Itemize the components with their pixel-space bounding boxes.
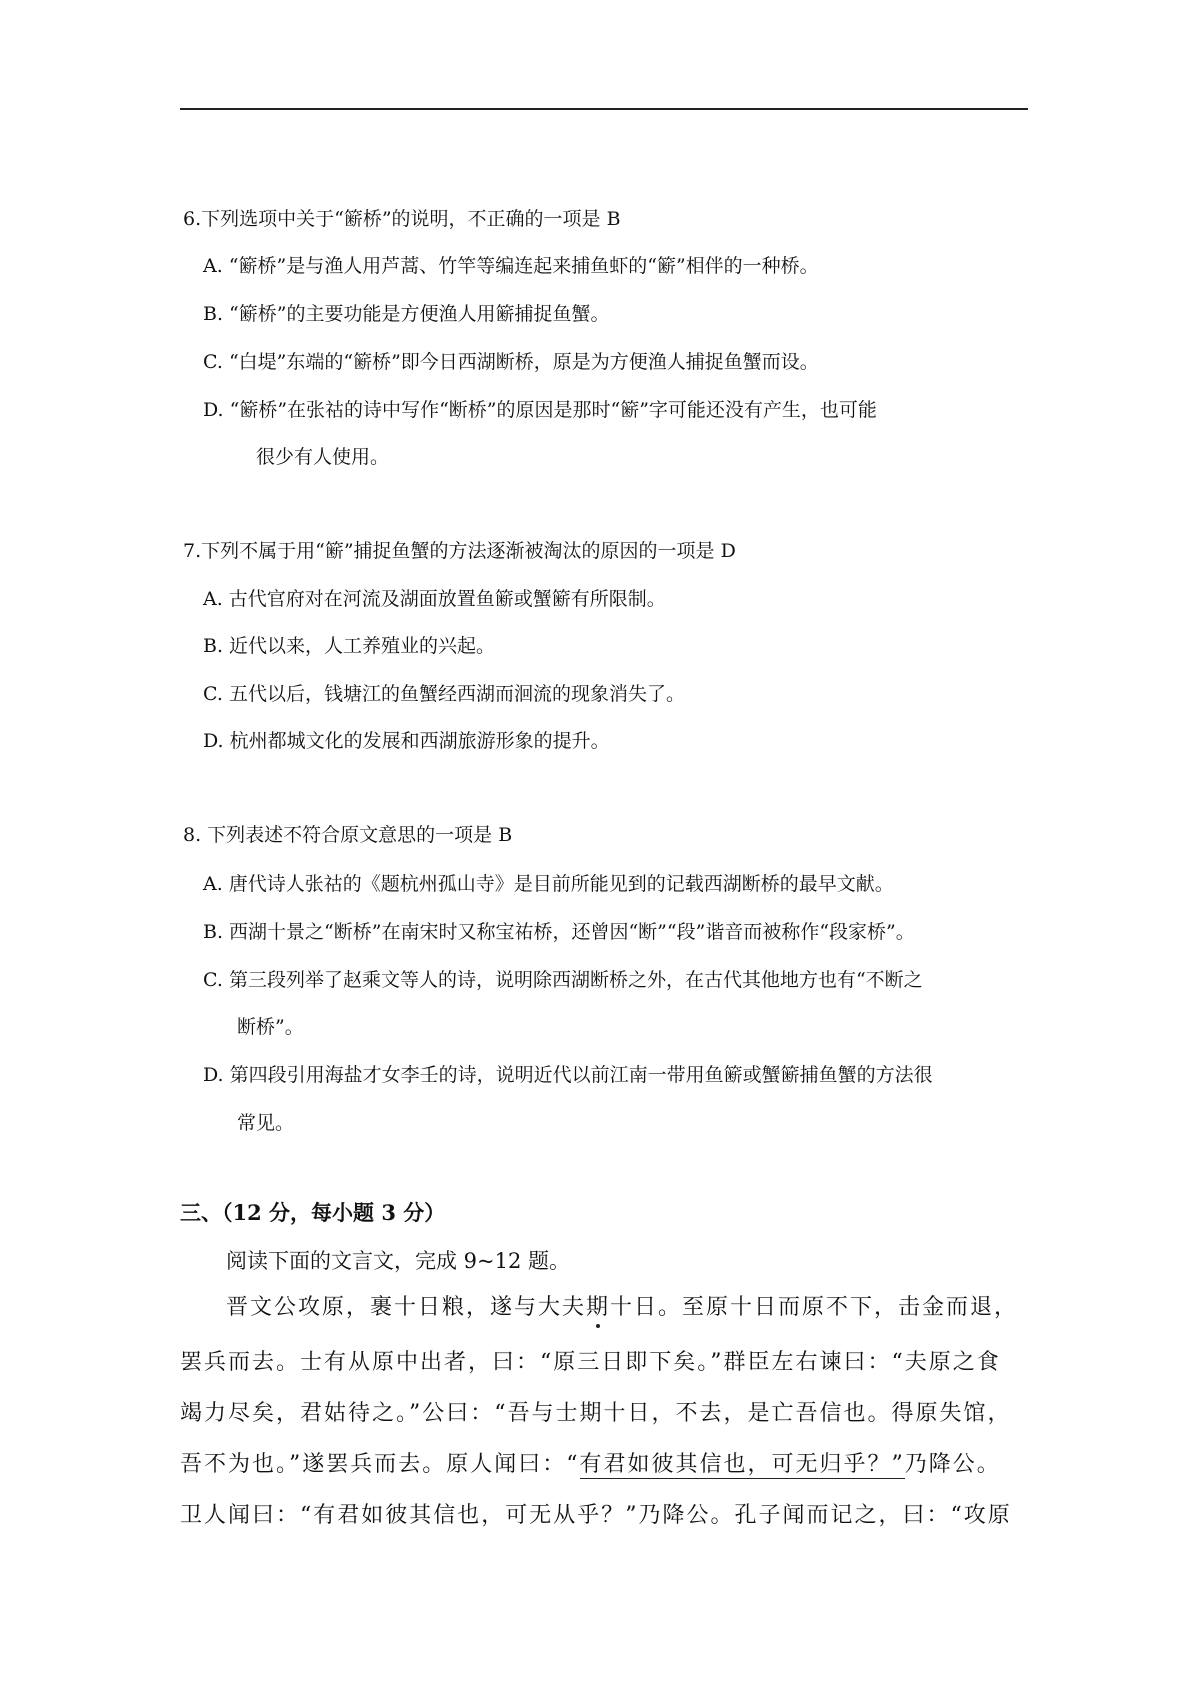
question-6-option-c: C. “白堤”东端的“簖桥”即今日西湖断桥，原是为方便渔人捕捉鱼蟹而设。 <box>203 351 819 373</box>
question-6-option-a: A. “簖桥”是与渔人用芦蒿、竹竿等编连起来捕鱼虾的“簖”相伴的一种桥。 <box>203 255 819 277</box>
question-8-option-c: C. 第三段列举了赵乘文等人的诗，说明除西湖断桥之外，在古代其他地方也有“不断之 <box>203 969 923 991</box>
section-3-heading: 三、（12 分，每小题 3 分） <box>180 1200 446 1225</box>
question-6-stem: 6.下列选项中关于“簖桥”的说明，不正确的一项是 B <box>183 208 621 230</box>
classical-text-line-2: 罢兵而去。士有从原中出者，曰：“原三日即下矣。”群臣左右谏曰：“夫原之食 <box>180 1350 1001 1375</box>
question-6-option-b: B. “簖桥”的主要功能是方便渔人用簖捕捉鱼蟹。 <box>203 303 610 325</box>
question-6-option-d-continued: 很少有人使用。 <box>256 446 390 468</box>
emphasis-dotted-character: 期 <box>586 1295 611 1320</box>
classical-text-line-1-part-a: 晋文公攻原，裹十日粮，遂与大夫 <box>226 1295 587 1320</box>
header-rule <box>180 108 1028 110</box>
question-7-option-d: D. 杭州都城文化的发展和西湖旅游形象的提升。 <box>203 730 610 752</box>
question-7-option-c: C. 五代以后，钱塘江的鱼蟹经西湖而洄流的现象消失了。 <box>203 683 685 705</box>
question-8-option-a: A. 唐代诗人张祜的《题杭州孤山寺》是目前所能见到的记载西湖断桥的最早文献。 <box>203 873 894 895</box>
question-8-option-b: B. 西湖十景之“断桥”在南宋时又称宝祐桥，还曾因“断”“段”谐音而被称作“段家桥”。 <box>203 921 915 943</box>
classical-text-line-3: 竭力尽矣，君姑待之。”公曰：“吾与士期十日，不去，是亡吾信也。得原失馆， <box>180 1401 1012 1426</box>
question-7-stem: 7.下列不属于用“簖”捕捉鱼蟹的方法逐渐被淘汰的原因的一项是 D <box>183 540 736 562</box>
question-8-option-d: D. 第四段引用海盐才女李壬的诗，说明近代以前江南一带用鱼簖或蟹簖捕鱼蟹的方法很 <box>203 1064 933 1086</box>
classical-text-line-5: 卫人闻曰：“有君如彼其信也，可无从乎？”乃降公。孔子闻而记之，曰：“攻原 <box>180 1503 1012 1528</box>
classical-text-line-4-part-a: 吾不为也。”遂罢兵而去。原人闻曰：“ <box>180 1452 580 1477</box>
section-3-instruction: 阅读下面的文言文，完成 9~12 题。 <box>226 1249 571 1273</box>
question-6-option-d: D. “簖桥”在张祜的诗中写作“断桥”的原因是那时“簖”字可能还没有产生，也可能 <box>203 399 877 421</box>
classical-text-line-4 <box>180 1453 1001 1477</box>
question-7-option-a: A. 古代官府对在河流及湖面放置鱼簖或蟹簖有所限制。 <box>203 588 666 610</box>
question-7-option-b: B. 近代以来，人工养殖业的兴起。 <box>203 635 496 657</box>
classical-text-line-1 <box>226 1296 1018 1320</box>
classical-text-line-1-part-b: 十日。至原十日而原不下，击金而退， <box>610 1295 1019 1320</box>
question-8-stem: 8. 下列表述不符合原文意思的一项是 B <box>183 824 513 846</box>
classical-text-line-4-part-b: 乃降公。 <box>904 1452 1001 1477</box>
underlined-sentence: 有君如彼其信也，可无归乎？” <box>579 1452 905 1477</box>
question-8-option-c-continued: 断桥”。 <box>237 1016 304 1038</box>
question-8-option-d-continued: 常见。 <box>237 1112 295 1134</box>
